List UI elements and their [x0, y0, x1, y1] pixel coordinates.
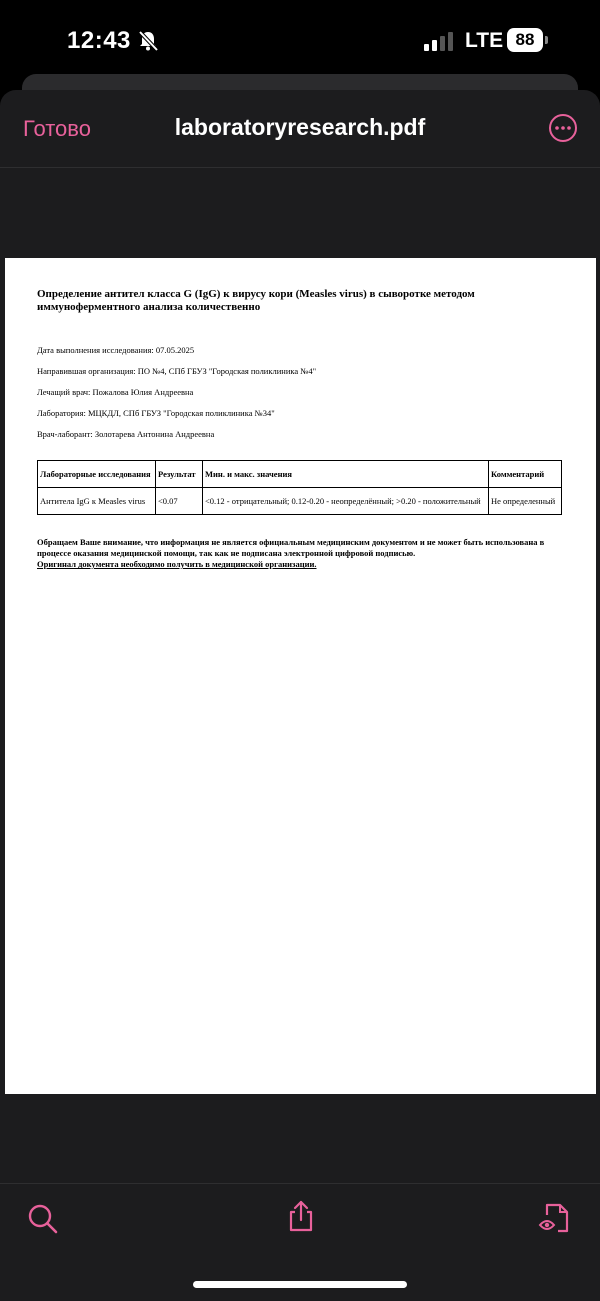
disclaimer-main: Обращаем Ваше внимание, что информация не является официальным медицинским документом и не может быть использована в процессе оказания медицинской помощи, так как не подписана электронной цифровой подписью. — [37, 537, 545, 558]
pdf-page[interactable] — [5, 258, 596, 1094]
network-type: LTE — [465, 29, 504, 52]
doctor-line: Лечащий врач: Пожалова Юлия Андреевна — [37, 387, 194, 397]
date-line: Дата выполнения исследования: 07.05.2025 — [37, 345, 195, 355]
lab-doctor-line: Врач-лаборант: Золотарева Антонина Андреевна — [37, 429, 215, 439]
home-indicator[interactable] — [193, 1281, 407, 1288]
header-cell: Комментарий — [489, 461, 562, 488]
battery-icon: 88 — [507, 28, 543, 52]
document-eye-icon[interactable] — [538, 1201, 572, 1235]
table-cell: <0.07 — [156, 488, 203, 515]
header-cell: Результат — [156, 461, 203, 488]
laboratory-line: Лаборатория: МЦКДЛ, СПб ГБУЗ "Городская поликлиника №34" — [37, 408, 275, 418]
cellular-signal-icon — [424, 31, 454, 51]
document-title: Определение антител класса G (IgG) к вирусу кори (Measles virus) в сыворотке методом иммуноферментного анализа количественно — [37, 288, 475, 313]
results-table — [37, 460, 562, 515]
table-cell: Не определенный — [489, 488, 562, 515]
bell-slash-icon — [136, 29, 160, 53]
status-time: 12:43 — [67, 27, 131, 54]
header-cell: Мин. и макс. значения — [203, 461, 489, 488]
done-button[interactable]: Готово — [23, 116, 91, 141]
battery-tip — [545, 36, 548, 44]
table-cell: Антитела IgG к Measles virus — [38, 488, 156, 515]
status-bar — [0, 0, 600, 80]
table-cell: <0.12 - отрицательный; 0.12-0.20 - неопределённый; >0.20 - положительный — [203, 488, 489, 515]
table-row — [38, 488, 562, 515]
page-title: laboratoryresearch.pdf — [174, 114, 426, 140]
ellipsis-icon[interactable] — [548, 113, 578, 143]
search-icon[interactable] — [26, 1202, 60, 1236]
nav-bar — [0, 90, 600, 168]
organization-line: Направившая организация: ПО №4, СПб ГБУЗ "Городская поликлиника №4" — [37, 366, 317, 376]
disclaimer-underlined: Оригинал документа необходимо получить в медицинской организации. — [37, 559, 317, 569]
disclaimer-text — [37, 537, 557, 570]
header-cell: Лабораторные исследования — [38, 461, 156, 488]
table-header-row — [38, 461, 562, 488]
share-icon[interactable] — [284, 1199, 318, 1233]
